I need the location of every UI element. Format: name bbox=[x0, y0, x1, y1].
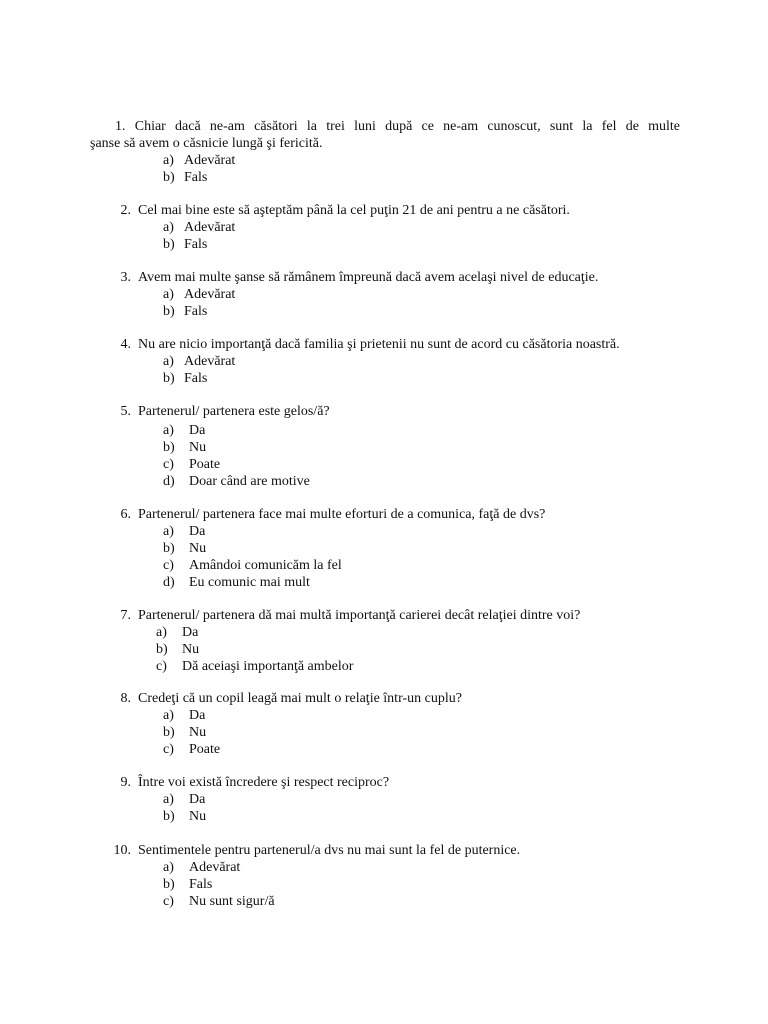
answer-option bbox=[163, 152, 680, 169]
option-letter: c) bbox=[156, 659, 167, 674]
answer-options bbox=[163, 791, 680, 825]
answer-options bbox=[163, 859, 680, 910]
question-text: Sentimentele pentru partenerul/a dvs nu mai sunt la fel de puternice. bbox=[138, 843, 521, 858]
option-text: Nu bbox=[189, 725, 207, 740]
answer-option bbox=[163, 439, 680, 456]
question-10 bbox=[90, 842, 680, 910]
question-8 bbox=[90, 690, 680, 758]
answer-option bbox=[163, 370, 680, 387]
question-3 bbox=[90, 269, 680, 320]
answer-option bbox=[163, 236, 680, 253]
question-number: 7. bbox=[120, 608, 131, 623]
answer-option bbox=[163, 473, 680, 490]
option-letter: b) bbox=[163, 877, 175, 892]
option-text: Adevărat bbox=[189, 860, 241, 875]
answer-options bbox=[163, 523, 680, 591]
option-letter: a) bbox=[163, 153, 174, 168]
answer-option bbox=[163, 808, 680, 825]
question-4 bbox=[90, 336, 680, 387]
answer-option bbox=[163, 791, 680, 808]
option-letter: b) bbox=[163, 725, 175, 740]
option-letter: b) bbox=[163, 170, 175, 185]
question-number: 9. bbox=[120, 775, 131, 790]
option-text: Doar când are motive bbox=[189, 474, 310, 489]
question-7 bbox=[90, 607, 680, 675]
answer-options bbox=[163, 353, 680, 387]
answer-options bbox=[163, 219, 680, 253]
option-text: Da bbox=[189, 708, 206, 723]
answer-option bbox=[163, 893, 680, 910]
option-letter: b) bbox=[156, 642, 168, 657]
option-text: Fals bbox=[184, 170, 208, 185]
answer-option bbox=[163, 353, 680, 370]
option-text: Fals bbox=[184, 304, 208, 319]
question-1 bbox=[90, 118, 680, 186]
question-number: 8. bbox=[120, 691, 131, 706]
answer-option bbox=[163, 574, 680, 591]
option-letter: a) bbox=[163, 354, 174, 369]
question-text: Credeţi că un copil leagă mai mult o relaţie într-un cuplu? bbox=[138, 691, 462, 706]
option-letter: a) bbox=[163, 423, 174, 438]
option-letter: d) bbox=[163, 474, 175, 489]
option-text: Adevărat bbox=[184, 287, 236, 302]
question-number: 5. bbox=[120, 404, 131, 419]
option-letter: a) bbox=[163, 708, 174, 723]
question-number: 4. bbox=[120, 337, 131, 352]
option-letter: a) bbox=[163, 860, 174, 875]
option-text: Poate bbox=[189, 457, 221, 472]
option-letter: c) bbox=[163, 558, 174, 573]
option-text: Nu bbox=[189, 541, 207, 556]
option-text: Eu comunic mai mult bbox=[189, 575, 310, 590]
option-text: Dă aceiaşi importanţă ambelor bbox=[182, 659, 354, 674]
answer-options bbox=[163, 422, 680, 490]
option-letter: c) bbox=[163, 742, 174, 757]
question-text: Partenerul/ partenera face mai multe eforturi de a comunica, faţă de dvs? bbox=[138, 507, 546, 522]
option-text: Fals bbox=[189, 877, 213, 892]
answer-option bbox=[163, 523, 680, 540]
answer-option bbox=[163, 876, 680, 893]
option-letter: a) bbox=[163, 792, 174, 807]
question-text: Între voi există încredere şi respect reciproc? bbox=[138, 775, 390, 790]
option-letter: a) bbox=[163, 287, 174, 302]
option-text: Nu bbox=[189, 809, 207, 824]
option-letter: a) bbox=[163, 524, 174, 539]
question-text: Chiar dacă ne-am căsători la trei luni după ce ne-am cunoscut, sunt la fel de multe bbox=[134, 119, 681, 134]
answer-option bbox=[163, 422, 680, 439]
option-text: Nu sunt sigur/ă bbox=[189, 894, 275, 909]
answer-option bbox=[163, 219, 680, 236]
question-text: Nu are nicio importanţă dacă familia şi prietenii nu sunt de acord cu căsătoria noastră. bbox=[138, 337, 620, 352]
answer-option bbox=[156, 624, 680, 641]
answer-option bbox=[163, 724, 680, 741]
question-number: 2. bbox=[120, 203, 131, 218]
question-number: 3. bbox=[120, 270, 131, 285]
option-letter: b) bbox=[163, 237, 175, 252]
option-letter: c) bbox=[163, 457, 174, 472]
question-number: 10. bbox=[113, 843, 131, 858]
question-6 bbox=[90, 506, 680, 591]
option-letter: b) bbox=[163, 541, 175, 556]
question-text: Cel mai bine este să aşteptăm până la cel puţin 21 de ani pentru a ne căsători. bbox=[138, 203, 570, 218]
answer-options bbox=[156, 624, 680, 675]
question-number: 1. bbox=[115, 119, 126, 134]
option-text: Adevărat bbox=[184, 220, 236, 235]
option-letter: d) bbox=[163, 575, 175, 590]
question-text: Avem mai multe şanse să rămânem împreună dacă avem acelaşi nivel de educaţie. bbox=[138, 270, 599, 285]
question-text: Partenerul/ partenera dă mai multă importanţă carierei decât relaţiei dintre voi? bbox=[138, 608, 581, 623]
question-text: Partenerul/ partenera este gelos/ă? bbox=[138, 404, 330, 419]
question-1-line-1 bbox=[90, 118, 680, 135]
answer-option bbox=[156, 641, 680, 658]
answer-options bbox=[163, 286, 680, 320]
answer-option bbox=[163, 303, 680, 320]
answer-option bbox=[163, 741, 680, 758]
option-letter: a) bbox=[156, 625, 167, 640]
option-letter: b) bbox=[163, 440, 175, 455]
answer-option bbox=[163, 169, 680, 186]
option-text: Poate bbox=[189, 742, 221, 757]
answer-options bbox=[163, 152, 680, 186]
option-text: Fals bbox=[184, 237, 208, 252]
option-text: Amândoi comunicăm la fel bbox=[189, 558, 342, 573]
option-text: Da bbox=[189, 423, 206, 438]
option-letter: b) bbox=[163, 809, 175, 824]
option-text: Adevărat bbox=[184, 153, 236, 168]
option-letter: b) bbox=[163, 371, 175, 386]
option-text: Da bbox=[189, 524, 206, 539]
option-letter: a) bbox=[163, 220, 174, 235]
question-5 bbox=[90, 403, 680, 490]
answer-option bbox=[163, 859, 680, 876]
option-text: Fals bbox=[184, 371, 208, 386]
answer-option bbox=[163, 456, 680, 473]
question-9 bbox=[90, 774, 680, 825]
option-text: Adevărat bbox=[184, 354, 236, 369]
question-1-line-2: şanse să avem o căsnicie lungă şi fericită. bbox=[90, 136, 323, 151]
option-text: Da bbox=[182, 625, 199, 640]
answer-option bbox=[163, 707, 680, 724]
answer-options bbox=[163, 707, 680, 758]
option-letter: c) bbox=[163, 894, 174, 909]
answer-option bbox=[163, 540, 680, 557]
answer-option bbox=[163, 286, 680, 303]
answer-option bbox=[163, 557, 680, 574]
question-2 bbox=[90, 202, 680, 253]
option-text: Da bbox=[189, 792, 206, 807]
question-number: 6. bbox=[120, 507, 131, 522]
answer-option bbox=[156, 658, 680, 675]
option-letter: b) bbox=[163, 304, 175, 319]
option-text: Nu bbox=[182, 642, 200, 657]
option-text: Nu bbox=[189, 440, 207, 455]
